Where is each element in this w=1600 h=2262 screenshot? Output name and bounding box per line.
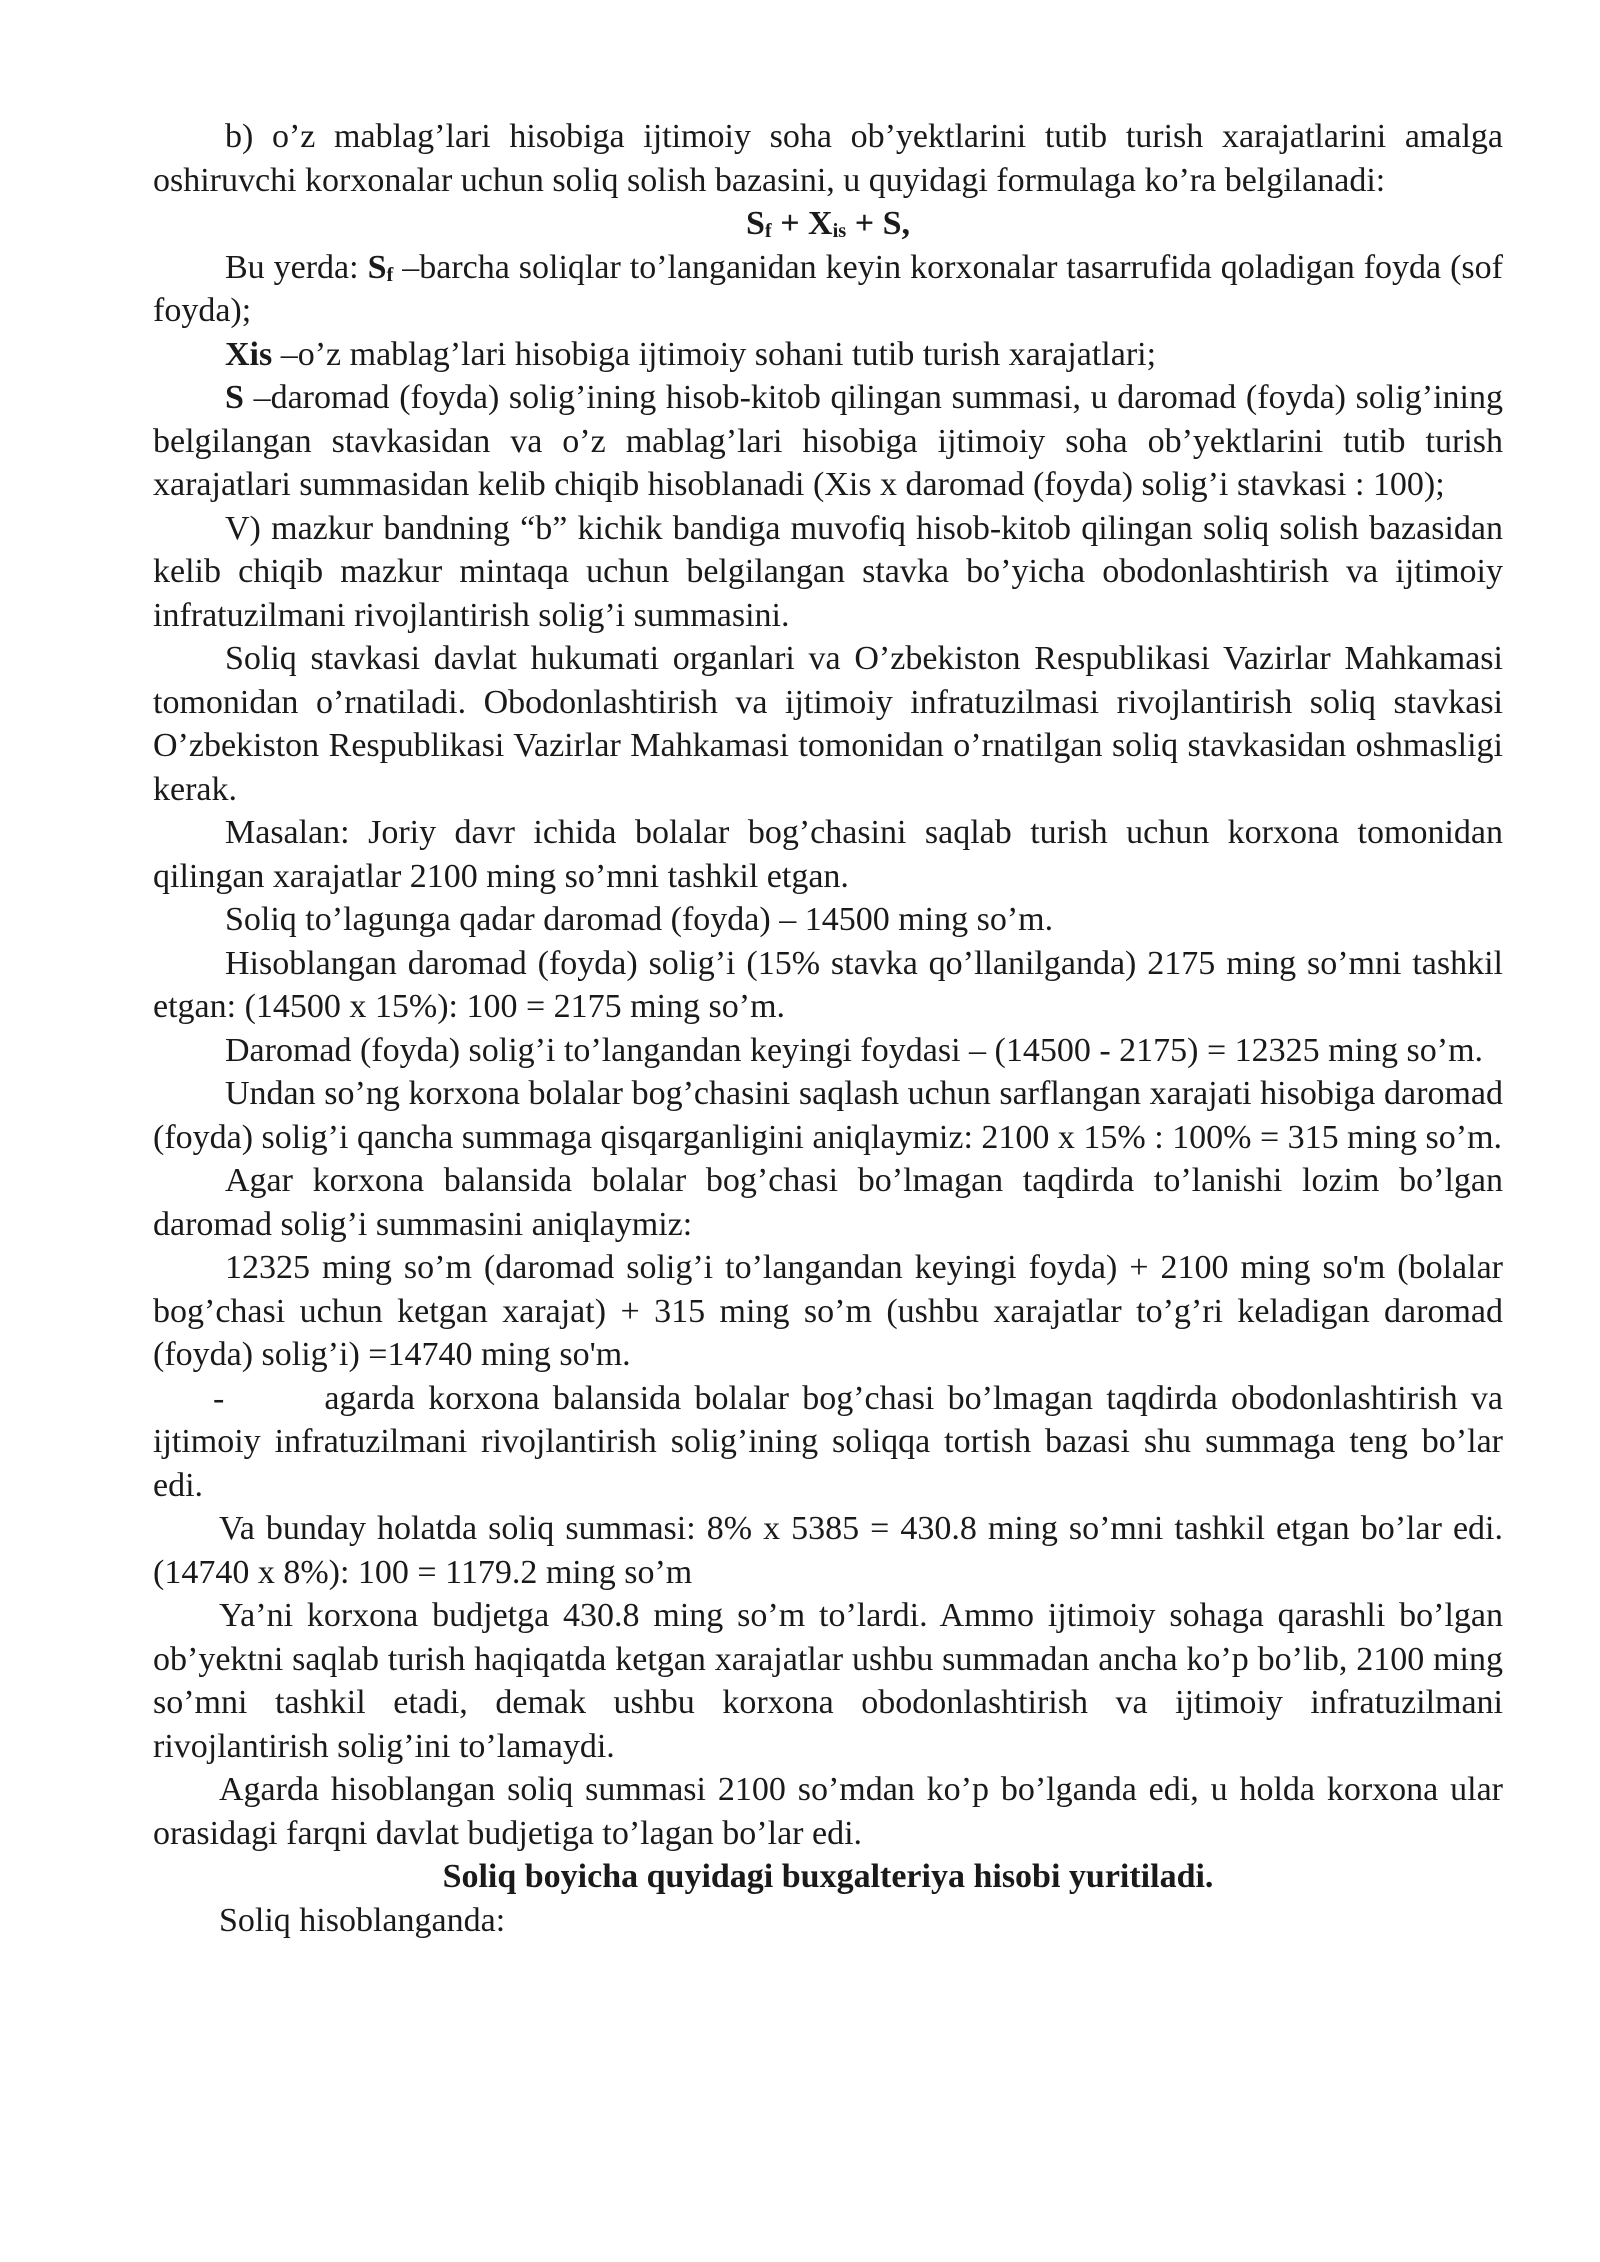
formula-term-s: S [745,205,765,242]
dash-item-text: agarda korxona balansida bolalar bog’chasi bo’lmagan taqdirda obodonlashtirish va ijtimoiy infratuzilmani rivojlantirish solig’ining soliqqa tortish bazasi shu summaga teng bo’lar edi. [153,1379,1503,1504]
paragraph-difference: Agarda hisoblangan soliq summasi 2100 so’mdan ko’p bo’lganda edi, u holda korxona ular orasidagi farqni davlat budjetiga to’lagan bo’lar edi. [153,1771,1503,1852]
xis-definition-text: –o’z mablag’lari hisobiga ijtimoiy sohani tutib turish xarajatlari; [272,335,1157,373]
s-term: S [225,379,244,416]
paragraph-tax-base-definition: b) o’z mablag’lari hisobiga ijtimoiy soha ob’yektlarini tutib turish xarajatlarini amalga oshiruvchi korxonalar uchun soliq solish bazasini, u quyidagi formulaga ko’ra belgilanadi: [153,118,1503,199]
paragraph-tax-rate: Soliq stavkasi davlat hukumati organlari va O’zbekiston Respublikasi Vazirlar Mahkamasi tomonidan o’rnatiladi. Obodonlashtirish va ijtimoiy infratuzilmasi rivojlantirish soliq stavkasi O’zbekiston Respublikasi Vazirlar Mahkamasi tomonidan o’rnatilgan soliq stavkasidan oshmasligi kerak. [153,640,1503,808]
paragraph-s-definition [153,376,1503,507]
paragraph-xis-definition [153,333,1503,377]
formula-subscript-is: is [832,220,847,243]
paragraph-dash-item [153,1377,1503,1508]
formula-subscript-f: f [764,220,772,243]
sf-definition-text: –barcha soliqlar to’langanidan keyin korxonalar tasarrufida qoladigan foyda (sof foyda); [153,248,1503,329]
paragraph-pretax-profit: Soliq to’lagunga qadar daromad (foyda) – 14500 ming so’m. [225,901,1054,938]
sf-prefix: Bu yerda: [225,248,368,286]
paragraph-tax-amount: Va bunday holatda soliq summasi: 8% x 5385 = 430.8 ming so’mni tashkil etgan bo’lar edi. (14740 x 8%): 100 = 1179.2 ming so’m [153,1510,1503,1591]
formula-plus-s: + S, [846,205,911,242]
paragraph-tax-reduction: Undan so’ng korxona bolalar bog’chasini saqlash uchun sarflangan xarajati hisobiga daromad (foyda) solig’i qancha summaga qisqarganligini aniqlaymiz: 2100 x 15% : 100% = 315 ming so’m. [153,1075,1503,1156]
paragraph-sum-calculation: 12325 ming so’m (daromad solig’i to’langandan keyingi foyda) + 2100 ming so'm (bolalar bog’chasi uchun ketgan xarajat) + 315 ming so’m (ushbu xarajatlar to’g’ri keladigan daromad (foyda) solig’i) =14740 ming so'm. [153,1249,1503,1373]
sf-term-subscript: f [386,263,394,286]
document-page [153,115,1503,1942]
paragraph-calculated-tax: Hisoblangan daromad (foyda) solig’i (15% stavka qo’llanilganda) 2175 ming so’mni tashkil etgan: (14500 x 15%): 100 = 2175 ming so’m. [153,944,1503,1025]
paragraph-when-calculated: Soliq hisoblanganda: [219,1901,506,1939]
dash-marker: - [213,1379,225,1417]
paragraph-example-intro: Masalan: Joriy davr ichida bolalar bog’chasini saqlab turish uchun korxona tomonidan qilingan xarajatlar 2100 ming so’mni tashkil etgan. [153,814,1503,895]
paragraph-subpoint-v: V) mazkur bandning “b” kichik bandiga muvofiq hisob-kitob qilingan soliq solish bazasidan kelib chiqib mazkur mintaqa uchun belgilangan stavka bo’yicha obodonlashtirish va ijtimoiy infratuzilmani rivojlantirish solig’i summasini. [153,509,1503,634]
s-definition-text: –daromad (foyda) solig’ining hisob-kitob qilingan summasi, u daromad (foyda) solig’ining belgilangan stavkasidan va o’z mablag’lari hisobiga ijtimoiy soha ob’yektlarini tutib turish xarajatlari summasidan kelib chiqib hisoblanadi (Xis x daromad (foyda) solig’i stavkasi : 100); [153,379,1503,503]
paragraph-determine-tax: Agar korxona balansida bolalar bog’chasi bo’lmagan taqdirda to’lanishi lozim bo’lgan daromad solig’i summasini aniqlaymiz: [153,1162,1503,1243]
paragraph-conclusion: Ya’ni korxona budjetga 430.8 ming so’m to’lardi. Ammo ijtimoiy sohaga qarashli bo’lgan ob’yektni saqlab turish haqiqatda ketgan xarajatlar ushbu summadan ancha ko’p bo’lib, 2100 ming so’mni tashkil etadi, demak ushbu korxona obodonlashtirish va ijtimoiy infratuzilmani rivojlantirish solig’ini to’lamaydi. [153,1597,1503,1765]
sf-term: S [367,248,387,286]
section-heading: Soliq boyicha quyidagi buxgalteriya hisobi yuritiladi. [442,1858,1214,1895]
formula [153,202,1503,246]
xis-term: Xis [225,335,273,373]
paragraph-sf-definition [153,246,1503,333]
formula-plus-x: + X [771,205,833,242]
paragraph-net-profit: Daromad (foyda) solig’i to’langandan keyingi foydasi – (14500 - 2175) = 12325 ming so’m. [225,1031,1484,1069]
